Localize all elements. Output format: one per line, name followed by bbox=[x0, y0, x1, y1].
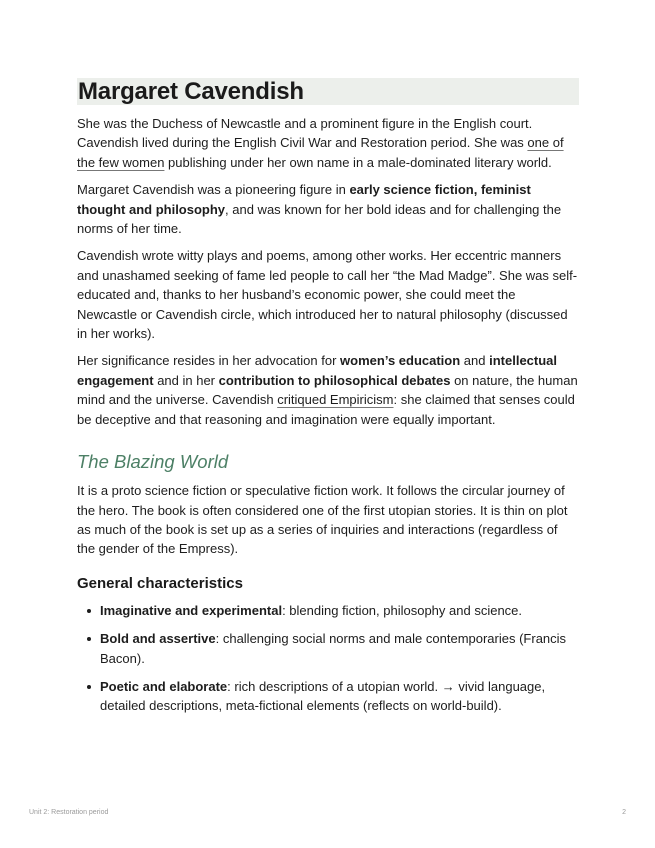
text-run: She was the Duchess of Newcastle and a prominent figure in the English court. Cavendish lived during the English Civil War and Restoration period. She was bbox=[77, 116, 533, 151]
paragraph-blazing-world: It is a proto science fiction or speculative fiction work. It follows the circular journey of the hero. The book is often considered one of the first utopian stories. It is thin on plot as much of the book is set up as a series of inquiries and interactions (regardless of the gender of the Empress). bbox=[77, 483, 568, 557]
link-critiqued-empiricism[interactable]: critiqued Empiricism bbox=[277, 392, 394, 408]
paragraph-works: Cavendish wrote witty plays and poems, among other works. Her eccentric manners and unashamed seeking of fame led people to call her “the Mad Madge”. She was self-educated and, thanks to her husband’s economic power, she could meet the Newcastle or Cavendish circle, which introduced her to natural philosophy (discussed in her works). bbox=[77, 248, 578, 342]
bullet-icon bbox=[87, 637, 91, 641]
text-run: : blending fiction, philosophy and science. bbox=[282, 602, 523, 618]
page-number: 2 bbox=[622, 809, 626, 816]
text-run: , and was known for her bold ideas and for challenging the norms of her time. bbox=[77, 201, 562, 237]
document-page bbox=[77, 78, 579, 725]
bullet-icon bbox=[87, 609, 91, 613]
text-run: and bbox=[460, 353, 490, 369]
characteristics-list bbox=[77, 601, 579, 716]
bold-text: Poetic and elaborate bbox=[100, 678, 228, 694]
page-title: Margaret Cavendish bbox=[77, 78, 579, 105]
list-item bbox=[100, 629, 579, 668]
bold-text: Imaginative and experimental bbox=[100, 602, 283, 618]
paragraph-pioneering bbox=[77, 180, 579, 238]
link-one-of-the-few-women[interactable]: one of the few women bbox=[77, 135, 564, 170]
section-heading: The Blazing World bbox=[77, 451, 229, 473]
bold-text: intellectual engagement bbox=[77, 353, 558, 388]
bold-text: women’s education bbox=[340, 353, 461, 369]
footer-unit-label: Unit 2: Restoration period bbox=[29, 809, 109, 816]
text-run: on nature, the human mind and the universe. Cavendish bbox=[77, 372, 578, 408]
list-item bbox=[100, 677, 579, 716]
bullet-icon bbox=[87, 685, 91, 689]
subheading: General characteristics bbox=[77, 574, 243, 592]
bold-text: early science fiction, feminist thought and philosophy bbox=[77, 182, 531, 217]
bold-text: contribution to philosophical debates bbox=[218, 372, 451, 388]
list-item bbox=[100, 601, 579, 620]
text-run: : rich descriptions of a utopian world. → vivid language, detailed descriptions, meta-fictional elements (reflects on world-build). bbox=[100, 678, 546, 714]
bold-text: Bold and assertive bbox=[100, 631, 216, 647]
text-run: Her significance resides in her advocation for bbox=[77, 353, 341, 369]
text-run: Margaret Cavendish was a pioneering figure in bbox=[77, 182, 350, 198]
text-run: : challenging social norms and male contemporaries (Francis Bacon). bbox=[100, 631, 567, 666]
text-run: publishing under her own name in a male-dominated literary world. bbox=[164, 154, 552, 170]
paragraph-significance bbox=[77, 351, 579, 429]
text-run: : she claimed that senses could be deceptive and that reasoning and imagination were equally important. bbox=[77, 392, 575, 427]
text-run: and in her bbox=[153, 372, 219, 388]
paragraph-intro bbox=[77, 114, 579, 172]
